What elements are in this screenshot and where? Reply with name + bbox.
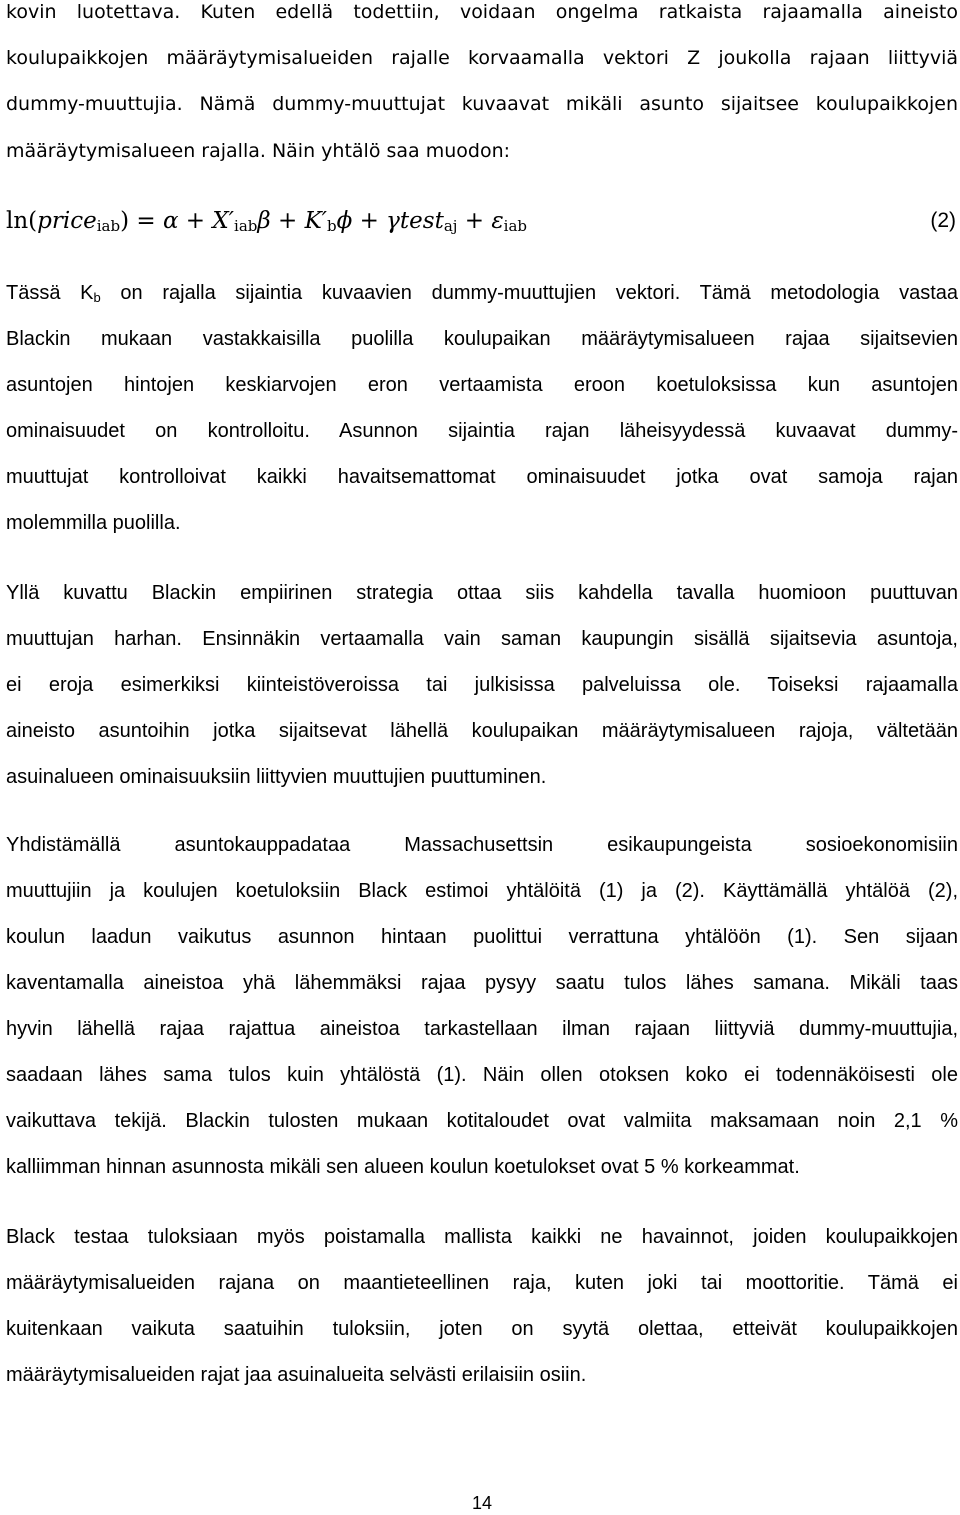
text-line: muuttujiin ja koulujen koetuloksiin Black estimoi yhtälöitä (1) ja (2). Käyttämällä yhtälöä (2), (6, 880, 958, 902)
text-line: Blackin mukaan vastakkaisilla puolilla koulupaikan määräytymisalueen rajaa sijaitsevien (6, 328, 958, 350)
text-line: koulun laadun vaikutus asunnon hintaan puolittui verrattuna yhtälöön (1). Sen sijaan (6, 926, 958, 948)
eq-plus: + (270, 208, 305, 234)
eq-gamma-test: γtest (386, 208, 444, 234)
text-line: määräytymisalueen rajalla. Näin yhtälö saa muodon: (6, 140, 511, 162)
text-line: kuitenkaan vaikuta saatuihin tuloksiin, joten on syytä olettaa, etteivät koulupaikkojen (6, 1318, 958, 1340)
text-line: muuttujat kontrolloivat kaikki havaitsemattomat ominaisuudet jotka ovat samoja rajan (6, 466, 958, 488)
eq-sub: iab (503, 217, 528, 235)
eq-phi: ϕ (336, 208, 353, 234)
eq-x: X′ (212, 208, 235, 234)
equation-number: (2) (930, 209, 956, 232)
text-line: koulupaikkojen määräytymisalueiden rajalle korvaamalla vektori Z joukolla rajaan liittyviä (6, 47, 958, 69)
document-page (6, 0, 958, 1515)
eq-k: K′ (304, 208, 327, 234)
eq-plus: + (457, 208, 492, 234)
text-line: Yhdistämällä asuntokauppadataa Massachusettsin esikaupungeista sosioekonomisiin (6, 834, 958, 856)
text-fragment: on rajalla sijaintia kuvaavien dummy-muuttujien vektori. Tämä metodologia vastaa (100, 282, 958, 304)
text-line: asuinalueen ominaisuuksiin liittyvien muuttujien puuttuminen. (6, 766, 547, 788)
eq-beta: β (257, 208, 271, 234)
equation-2 (6, 196, 958, 246)
text-line: saadaan lähes sama tulos kuin yhtälöstä (1). Näin ollen otoksen koko ei todennäköisesti ole (6, 1064, 958, 1086)
eq-close: ) = (120, 208, 163, 234)
text-line (6, 276, 958, 322)
eq-sub: iab (96, 217, 121, 235)
eq-epsilon: ε (491, 208, 504, 234)
page-number: 14 (471, 1493, 493, 1513)
text-line: ei eroja esimerkiksi kiinteistöveroissa tai julkisissa palveluissa ole. Toiseksi rajaamalla (6, 674, 958, 696)
text-fragment: Tässä K (6, 282, 94, 304)
text-line: vaikuttava tekijä. Blackin tulosten mukaan kotitaloudet ovat valmiita maksamaan noin 2,1 % (6, 1110, 958, 1132)
eq-sub: iab (234, 217, 258, 235)
text-line: hyvin lähellä rajaa rajattua aineistoa tarkastellaan ilman rajaan liittyviä dummy-muuttujia, (6, 1018, 958, 1040)
text-line: molemmilla puolilla. (6, 512, 181, 534)
eq-sub: aj (443, 217, 458, 235)
eq-alpha: α (162, 208, 179, 234)
eq-sub: b (326, 217, 337, 235)
text-line: Yllä kuvattu Blackin empiirinen strategia ottaa siis kahdella tavalla huomioon puuttuvan (6, 582, 958, 604)
eq-ln: ln( (6, 208, 38, 234)
text-line: kovin luotettava. Kuten edellä todettiin, voidaan ongelma ratkaista rajaamalla aineisto (6, 1, 958, 23)
text-line: aineisto asuntoihin jotka sijaitsevat lähellä koulupaikan määräytymisalueen rajoja, vältetään (6, 720, 958, 742)
eq-price: price (37, 208, 97, 234)
subscript: b (93, 290, 101, 305)
text-line: kalliimman hinnan asunnosta mikäli sen alueen koulun koetulokset ovat 5 % korkeammat. (6, 1156, 800, 1178)
text-line: dummy-muuttujia. Nämä dummy-muuttujat kuvaavat mikäli asunto sijaitsee koulupaikkojen (6, 93, 958, 115)
text-line: asuntojen hintojen keskiarvojen eron vertaamista eroon koetuloksissa kun asuntojen (6, 374, 958, 396)
eq-plus: + (352, 208, 387, 234)
eq-plus: + (178, 208, 213, 234)
text-line: määräytymisalueiden rajat jaa asuinalueita selvästi erilaisiin osiin. (6, 1364, 587, 1386)
text-line: kaventamalla aineistoa yhä lähemmäksi rajaa pysyy saatu tulos lähes samana. Mikäli taas (6, 972, 958, 994)
text-line: Black testaa tuloksiaan myös poistamalla mallista kaikki ne havainnot, joiden koulupaikkojen (6, 1226, 958, 1248)
text-line: määräytymisalueiden rajana on maantieteellinen raja, kuten joki tai moottoritie. Tämä ei (6, 1272, 958, 1294)
text-line: muuttujan harhan. Ensinnäkin vertaamalla vain saman kaupungin sisällä sijaitsevia asuntoja, (6, 628, 958, 650)
text-line: ominaisuudet on kontrolloitu. Asunnon sijaintia rajan läheisyydessä kuvaavat dummy- (6, 420, 958, 442)
